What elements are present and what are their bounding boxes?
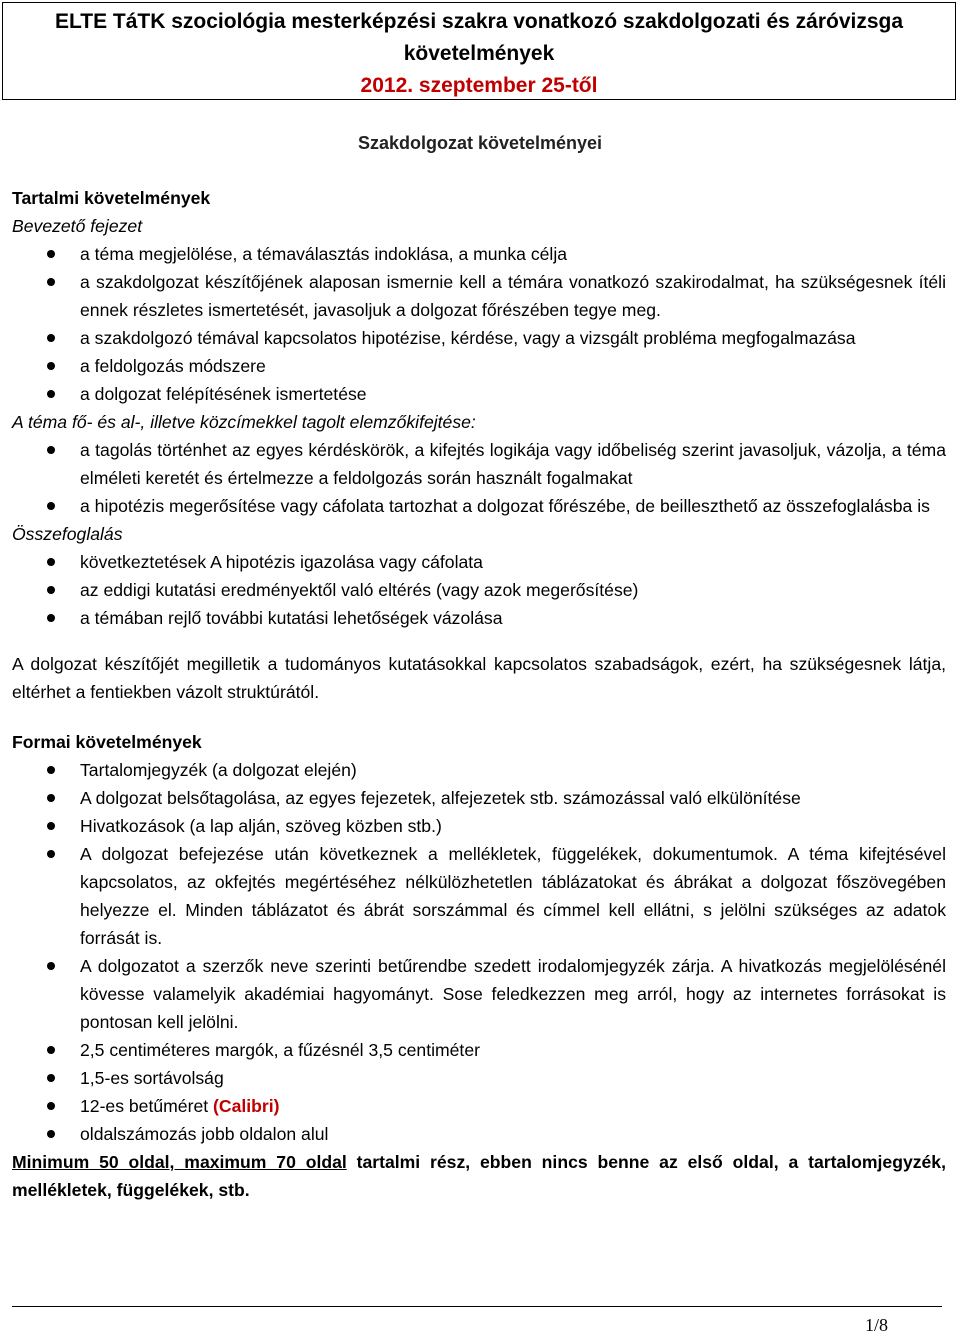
- bullet-icon: [47, 586, 55, 594]
- list-item: a témában rejlő további kutatási lehetőségek vázolása: [12, 604, 946, 632]
- list-item: 1,5-es sortávolság: [12, 1064, 946, 1092]
- bullet-icon: [47, 278, 55, 286]
- page-number: 1/8: [864, 1315, 888, 1335]
- footer-divider: [12, 1306, 942, 1307]
- freedom-note: A dolgozat készítőjét megilletik a tudományos kutatásokkal kapcsolatos szabadságok, ezért, ha szükségesnek látja, eltérhet a fentiekben vázolt struktúrától.: [12, 654, 946, 702]
- bullet-icon: [47, 766, 55, 774]
- body-list: [12, 436, 946, 520]
- bullet-icon: [47, 962, 55, 970]
- list-item: Hivatkozások (a lap alján, szöveg közben stb.): [12, 812, 946, 840]
- bullet-icon: [47, 334, 55, 342]
- intro-list: [12, 240, 946, 408]
- bullet-icon: [47, 794, 55, 802]
- bullet-icon: [47, 362, 55, 370]
- list-item: a feldolgozás módszere: [12, 352, 946, 380]
- list-item: oldalszámozás jobb oldalon alul: [12, 1120, 946, 1148]
- list-item: A dolgozat belsőtagolása, az egyes fejezetek, alfejezetek stb. számozással való elkülönítése: [12, 784, 946, 812]
- formal-requirements-heading: Formai követelmények: [12, 732, 202, 752]
- length-range: Minimum 50 oldal, maximum 70 oldal: [12, 1152, 347, 1172]
- summary-heading: Összefoglalás: [12, 524, 123, 544]
- bullet-icon: [47, 850, 55, 858]
- list-item: a dolgozat felépítésének ismertetése: [12, 380, 946, 408]
- title-box: [2, 2, 956, 100]
- bullet-icon: [47, 1102, 55, 1110]
- list-item: a szakdolgozó témával kapcsolatos hipotézise, kérdése, vagy a vizsgált probléma megfogalmazása: [12, 324, 946, 352]
- list-item: 12-es betűméret (Calibri): [12, 1092, 946, 1120]
- bullet-icon: [47, 822, 55, 830]
- body-heading: A téma fő- és al-, illetve közcímekkel tagolt elemzőkifejtése:: [12, 412, 476, 432]
- list-item: 2,5 centiméteres margók, a fűzésnél 3,5 centiméter: [12, 1036, 946, 1064]
- formal-list: [12, 756, 946, 1148]
- document-body: [12, 184, 946, 1204]
- list-item: Tartalomjegyzék (a dolgozat elején): [12, 756, 946, 784]
- bullet-icon: [47, 390, 55, 398]
- bullet-icon: [47, 250, 55, 258]
- list-item: a szakdolgozat készítőjének alaposan ismernie kell a témára vonatkozó szakirodalmat, ha szükségesnek ítéli ennek részletes ismertetését, javasoljuk a dolgozat főrészében tegye meg.: [12, 268, 946, 324]
- bullet-icon: [47, 1074, 55, 1082]
- list-item: az eddigi kutatási eredményektől való eltérés (vagy azok megerősítése): [12, 576, 946, 604]
- bullet-icon: [47, 1046, 55, 1054]
- section-title: Szakdolgozat követelményei: [357, 133, 603, 153]
- font-name: (Calibri): [213, 1096, 280, 1116]
- length-requirement: Minimum 50 oldal, maximum 70 oldal tartalmi rész, ebben nincs benne az első oldal, a tartalomjegyzék, mellékletek, függelékek, stb.: [12, 1152, 946, 1200]
- bullet-icon: [47, 502, 55, 510]
- bullet-icon: [47, 558, 55, 566]
- document-title: ELTE TáTK szociológia mesterképzési szakra vonatkozó szakdolgozati és záróvizsga követelmények: [54, 10, 904, 65]
- list-item: a téma megjelölése, a témaválasztás indoklása, a munka célja: [12, 240, 946, 268]
- intro-heading: Bevezető fejezet: [12, 216, 143, 236]
- content-requirements-heading: Tartalmi követelmények: [12, 188, 211, 208]
- list-item: a tagolás történhet az egyes kérdéskörök, a kifejtés logikája vagy időbeliség szerint javasoljuk, vázolja, a téma elméleti keretét és értelmezze a feldolgozás során használt fogalmakat: [12, 436, 946, 492]
- list-item: a hipotézis megerősítése vagy cáfolata tartozhat a dolgozat főrészébe, de beilleszthető az összefoglalásba is: [12, 492, 946, 520]
- bullet-icon: [47, 1130, 55, 1138]
- list-item: A dolgozatot a szerzők neve szerinti betűrendbe szedett irodalomjegyzék zárja. A hivatkozás megjelölésénél kövesse valamelyik akadémiai hagyományt. Sose feledkezzen meg arról, hogy az internetes forrásokat is pontosan kell jelölni.: [12, 952, 946, 1036]
- list-item: következtetések A hipotézis igazolása vagy cáfolata: [12, 548, 946, 576]
- list-item: A dolgozat befejezése után következnek a mellékletek, függelékek, dokumentumok. A téma kifejtésével kapcsolatos, az okfejtés megértéséhez nélkülözhetetlen táblázatokat és ábrákat a dolgozat főszövegében helyezze el. Minden táblázatot és ábrát sorszámmal és címmel kell ellátni, s jelölni szükséges az adatok forrását is.: [12, 840, 946, 952]
- bullet-icon: [47, 446, 55, 454]
- effective-date: 2012. szeptember 25-től: [360, 74, 598, 97]
- bullet-icon: [47, 614, 55, 622]
- summary-list: [12, 548, 946, 632]
